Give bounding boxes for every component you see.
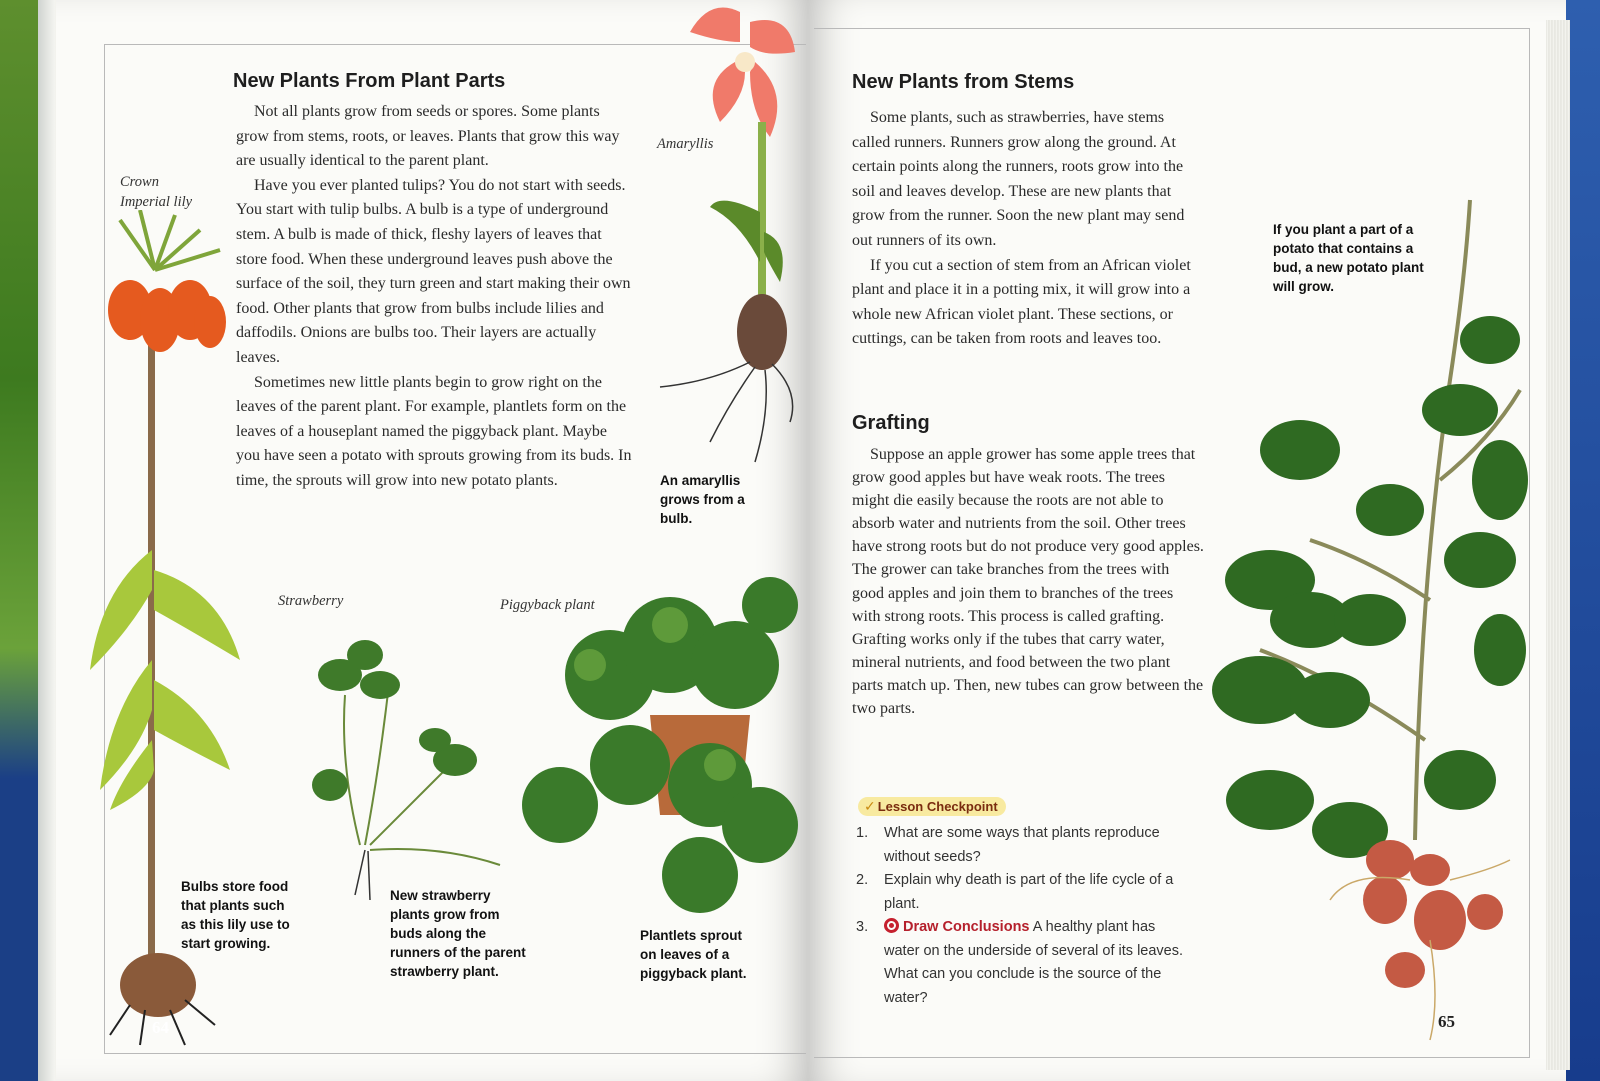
- caption-strawberry: New strawberry plants grow from buds along the runners of the parent strawberry plant.: [390, 888, 526, 979]
- page-stack-right: [1546, 20, 1570, 1070]
- left-paragraph-2: Have you ever planted tulips? You do not start with seeds. You start with tulip bulbs. A bulb is a type of underground stem. A bulb is made of thick, fleshy layers of leaves that store food. When these underground leaves push above the surface of the soil, they turn green and start making their own food. Other plants that grow from bulbs include lilies and daffodils. Onions are bulbs too. Their layers are actually leaves.: [236, 176, 631, 366]
- piggyback-plant-illustration: [520, 565, 800, 920]
- checkpoint-question-2: [856, 869, 1186, 916]
- left-page-body: [236, 100, 632, 494]
- checkmark-icon: ✓: [864, 798, 876, 814]
- question-number: 2.: [856, 872, 869, 888]
- caption-piggyback: Plantlets sprout on leaves of a piggyback plant.: [640, 928, 747, 981]
- question-number: 1.: [856, 825, 869, 841]
- label-crown-imperial-lily: Crown Imperial lily: [120, 174, 193, 210]
- question-text: A healthy plant has water on the underside of several of its leaves. What can you conclude is the source of the water?: [884, 919, 1184, 1006]
- stems-heading: New Plants from Stems: [852, 71, 1075, 93]
- left-page-heading: New Plants From Plant Parts: [233, 70, 506, 92]
- draw-conclusions-label: Draw Conclusions: [903, 919, 1030, 935]
- label-amaryllis: Amaryllis: [657, 136, 714, 152]
- checkpoint-question-1: [856, 822, 1186, 869]
- grafting-body: [852, 443, 1204, 720]
- amaryllis-illustration: [650, 2, 800, 472]
- lesson-checkpoint-label: Lesson Checkpoint: [877, 799, 998, 814]
- page-number-right: 65: [1438, 1012, 1455, 1031]
- left-paragraph-1: Not all plants grow from seeds or spores. Some plants grow from stems, roots, or leaves. Plants that grow this way are usually identical to the parent plant.: [236, 103, 620, 170]
- left-paragraph-3: Sometimes new little plants begin to grow right on the leaves of the parent plant. For example, plantlets form on the leaves of a houseplant named the piggyback plant. Maybe you have seen a potato with sprouts growing from its buds. In time, the sprouts will grow into new potato plants.: [236, 373, 632, 489]
- caption-amaryllis: An amaryllis grows from a bulb.: [660, 473, 745, 526]
- stems-paragraph-1: Some plants, such as strawberries, have stems called runners. Runners grow along the ground. At certain points along the runners, roots grow into the soil and leaves develop. These are new plants that grow from the runner. Soon the new plant may send out runners of its own.: [852, 109, 1185, 249]
- stems-body: [852, 106, 1202, 352]
- label-strawberry: Strawberry: [278, 593, 344, 609]
- potato-plant-illustration: [1200, 180, 1530, 1050]
- caption-bulbs: Bulbs store food that plants such as this lily use to start growing.: [181, 879, 290, 951]
- question-text: Explain why death is part of the life cycle of a plant.: [884, 872, 1174, 912]
- question-number: 3.: [856, 919, 869, 935]
- caption-potato: If you plant a part of a potato that contains a bud, a new potato plant will grow.: [1273, 222, 1424, 294]
- stems-paragraph-2: If you cut a section of stem from an African violet plant and place it in a potting mix, it will grow into a whole new African violet plant. These sections, or cuttings, can be taken from roots and leaves too.: [852, 256, 1191, 348]
- question-text: What are some ways that plants reproduce without seeds?: [884, 825, 1160, 865]
- page-number-left: 64: [152, 1018, 169, 1037]
- checkpoint-question-3: [856, 916, 1186, 1010]
- crown-imperial-lily-illustration: [80, 210, 250, 1050]
- lesson-checkpoint-badge: [858, 797, 1006, 816]
- label-piggyback-plant: Piggyback plant: [500, 597, 595, 613]
- grafting-heading: Grafting: [852, 412, 930, 434]
- target-icon: [884, 918, 899, 933]
- grafting-paragraph: Suppose an apple grower has some apple trees that grow good apples but have weak roots. The trees might die easily because the roots are not able to absorb water and nutrients from the soil. Other trees have strong roots but do not produce very good apples. The grower can take branches from the trees with good apples and join them to branches of the trees with strong roots. This process is called grafting. Grafting works only if the tubes that carry water, mineral nutrients, and food between the two plant parts match up. Then, new tubes can grow between the two parts.: [852, 446, 1204, 718]
- checkpoint-questions: [856, 822, 1186, 1010]
- strawberry-illustration: [270, 615, 510, 905]
- question-text-wrapper: [884, 916, 1186, 1010]
